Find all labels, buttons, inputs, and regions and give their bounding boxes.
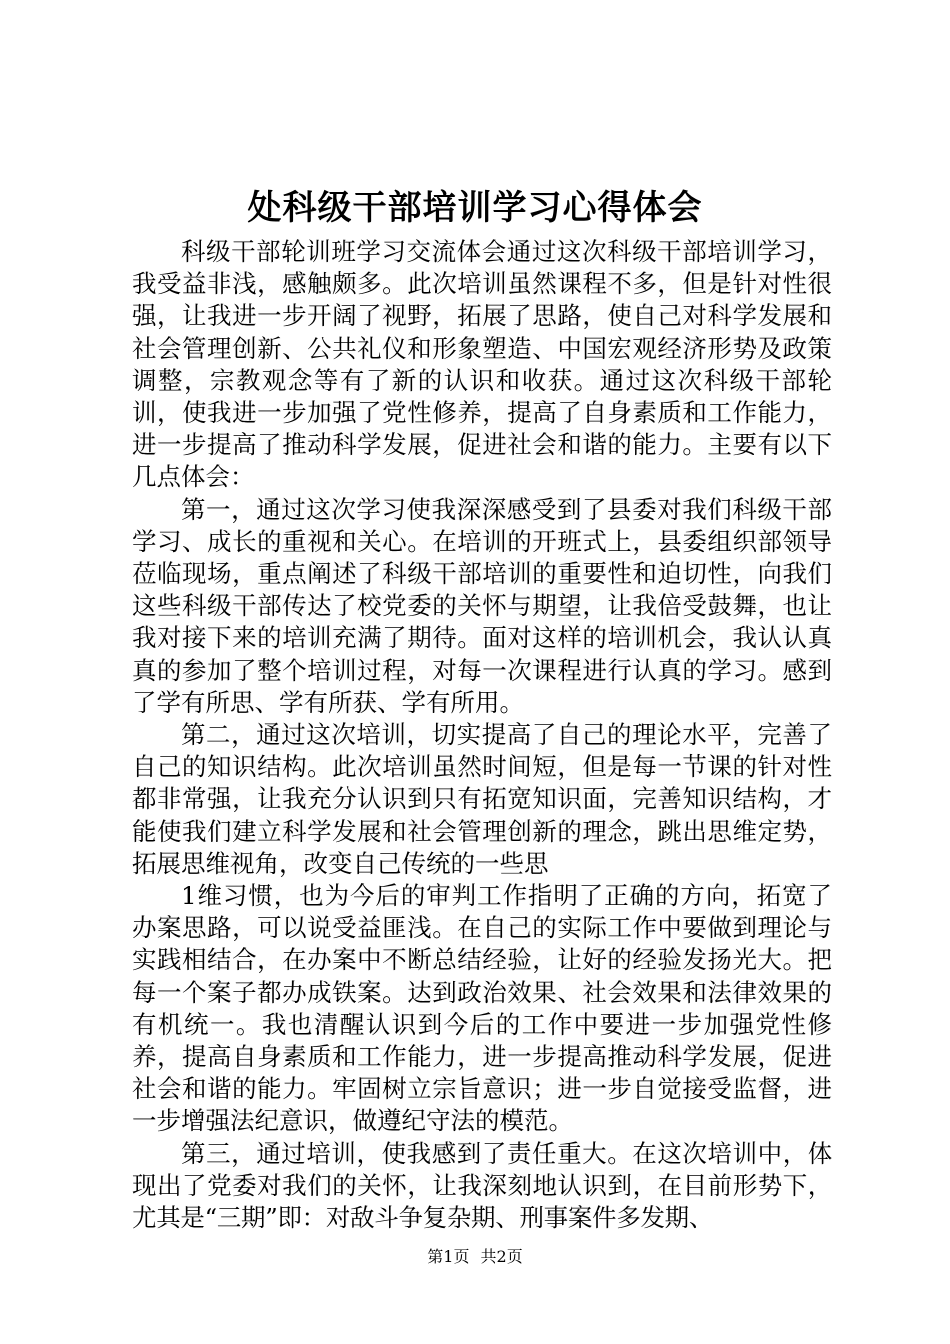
- paragraph: 第一，通过这次学习使我深深感受到了县委对我们科级干部学习、成长的重视和关心。在培训的开班式上，县委组织部领导莅临现场，重点阐述了科级干部培训的重要性和迫切性，向我们这些科级干部传达了校党委的关怀与期望，让我倍受鼓舞，也让我对接下来的培训充满了期待。面对这样的培训机会，我认认真真的参加了整个培训过程，对每一次课程进行认真的学习。感到了学有所思、学有所获、学有所用。: [132, 494, 832, 717]
- page-total: 共2页: [480, 1247, 523, 1266]
- document-title: 处科级干部培训学习心得体会: [247, 188, 703, 228]
- page-number: 第1页: [427, 1247, 470, 1266]
- paragraph: 第三，通过培训，使我感到了责任重大。在这次培训中，体现出了党委对我们的关怀，让我深刻地认识到，在目前形势下，尤其是“三期”即：对敌斗争复杂期、刑事案件多发期、: [132, 1138, 832, 1233]
- document-body: [132, 236, 832, 1234]
- paragraph: 1维习惯，也为今后的审判工作指明了正确的方向，拓宽了办案思路，可以说受益匪浅。在自己的实际工作中要做到理论与实践相结合，在办案中不断总结经验，让好的经验发扬光大。把每一个案子都办成铁案。达到政治效果、社会效果和法律效果的有机统一。我也清醒认识到今后的工作中要进一步加强党性修养，提高自身素质和工作能力，进一步提高推动科学发展，促进社会和谐的能力。牢固树立宗旨意识；进一步自觉接受监督，进一步增强法纪意识，做遵纪守法的模范。: [132, 881, 832, 1136]
- page-footer: [0, 1246, 950, 1268]
- paragraph: 第二，通过这次培训，切实提高了自己的理论水平，完善了自己的知识结构。此次培训虽然时间短，但是每一节课的针对性都非常强，让我充分认识到只有拓宽知识面，完善知识结构，才能使我们建立科学发展和社会管理创新的理念，跳出思维定势，拓展思维视角，改变自己传统的一些思: [132, 720, 832, 878]
- paragraph: 科级干部轮训班学习交流体会通过这次科级干部培训学习，我受益非浅，感触颇多。此次培训虽然课程不多，但是针对性很强，让我进一步开阔了视野，拓展了思路，使自己对科学发展和社会管理创新、公共礼仪和形象塑造、中国宏观经济形势及政策调整，宗教观念等有了新的认识和收获。通过这次科级干部轮训，使我进一步加强了党性修养，提高了自身素质和工作能力，进一步提高了推动科学发展，促进社会和谐的能力。主要有以下几点体会：: [132, 237, 832, 492]
